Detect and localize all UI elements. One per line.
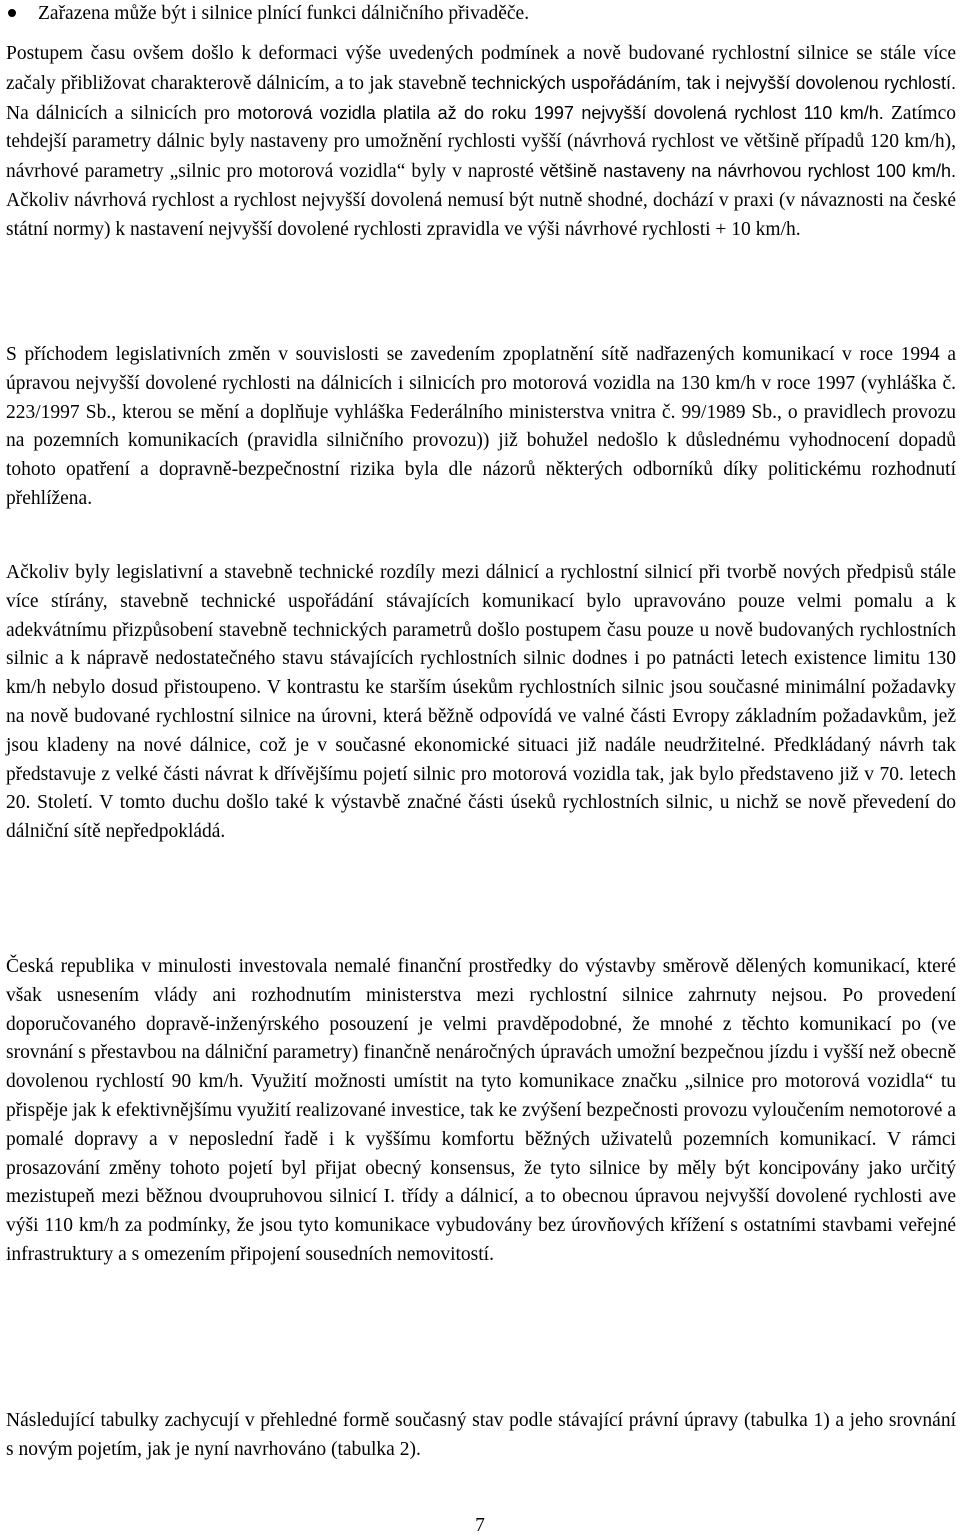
paragraph-1-segment: motorová vozidla platila až do roku 1997 nejvyšší dovolená rychlost 110 km/h. — [237, 102, 884, 123]
bullet-dot-icon — [8, 9, 16, 17]
paragraph-1-segment: Ačkoliv návrhová rychlost a rychlost nejvyšší dovolená nemusí být nutně shodné, dochází v praxi (v návaznosti na české státní normy) k nastavení nejvyšší dovolené rychlosti zpravidla ve výši návrhové rychlosti + 10 km/h. — [6, 189, 956, 240]
paragraph-4 — [6, 953, 956, 1270]
paragraph-1-segment: většině nastaveny na návrhovou rychlost 100 km/h. — [539, 161, 957, 182]
paragraph-5-text: Následující tabulky zachycují v přehledné formě současný stav podle stávající právní úpravy (tabulka 1) a jeho srovnání s novým pojetím, jak je nyní navrhováno (tabulka 2). — [6, 1410, 956, 1460]
bullet-item — [8, 0, 948, 28]
paragraph-5 — [6, 1407, 956, 1465]
paragraph-1-segment: technických uspořádáním, tak i nejvyšší dovolenou rychlostí. — [471, 72, 956, 93]
bullet-item-text: Zařazena může být i silnice plnící funkci dálničního přivaděče. — [38, 3, 530, 24]
paragraph-1-segment: Zatímco tehdejší parametry dálnic byly nastaveny pro umožnění rychlosti vyšší (návrhová rychlost ve většině případů 120 km/h), návrhové parametry „silnic pro motorová vozidla“ byly v naprosté — [6, 102, 956, 183]
paragraph-1-segment: Na dálnicích a silnicích pro — [6, 102, 238, 124]
paragraph-2-text: S příchodem legislativních změn v souvislosti se zavedením zpoplatnění sítě nadřazených komunikací v roce 1994 a úpravou nejvyšší dovolené rychlosti na dálnicích i silnicích pro motorová vozidla na 130 km/h v roce 1997 (vyhláška č. 223/1997 Sb., kterou se mění a doplňuje vyhláška Federálního ministerstva vnitra č. 99/1989 Sb., o pravidlech provozu na pozemních komunikacích (pravidla silničního provozu)) již bohužel nedošlo k důslednému vyhodnocení dopadů tohoto opatření a dopravně-bezpečnostní rizika byla dle názorů některých odborníků díky politickému rozhodnutí přehlížena. — [6, 344, 956, 509]
paragraph-2 — [6, 341, 956, 514]
paragraph-3 — [6, 559, 956, 847]
paragraph-4-text: Česká republika v minulosti investovala nemalé finanční prostředky do výstavby směrově dělených komunikací, které však usnesením vlády ani rozhodnutím ministerstva mezi rychlostní silnice zahrnuty nejsou. Po provedení doporučovaného dopravě-inženýrského posouzení je velmi pravděpodobné, že mnohé z těchto komunikací po (ve srovnání s přestavbou na dálniční parametry) finančně nenáročných úpravách umožní bezpečnou jízdu i vyšší než obecně dovolenou rychlostí 90 km/h. Využití možnosti umístit na tyto komunikace značku „silnice pro motorová vozidla“ tu přispěje jak k efektivnějšímu využití realizované investice, tak ke zvýšení bezpečnosti provozu vyloučením nemotorové a pomalé dopravy a v neposlední řadě i k vyššímu komfortu běžných uživatelů pozemních komunikací. V rámci prosazování změny tohoto pojetí byl přijat obecný konsensus, že tyto silnice by měly být koncipovány jako určitý mezistupeň mezi běžnou dvoupruhovou silnicí I. třídy a dálnicí, a to obecnou úpravou nejvyšší dovolené rychlosti ave výši 110 km/h za podmínky, že jsou tyto komunikace vybudovány bez úrovňových křížení s ostatními stavbami veřejné infrastruktury a s omezením připojení sousedních nemovitostí. — [6, 956, 956, 1265]
paragraph-1 — [6, 40, 956, 245]
paragraph-3-text: Ačkoliv byly legislativní a stavebně technické rozdíly mezi dálnicí a rychlostní silnicí při tvorbě nových předpisů stále více stírány, stavebně technické uspořádání stávajících komunikací bylo upravováno pouze velmi pomalu a k adekvátnímu přizpůsobení stavebně technických parametrů došlo postupem času pouze u nově budovaných rychlostních silnic a k nápravě nedostatečného stavu stávajících rychlostních silnic dodnes i po patnácti letech existence limitu 130 km/h nebylo dosud přistoupeno. V kontrastu ke starším úsekům rychlostních silnic jsou současné minimální požadavky na nově budované rychlostní silnice na úrovni, která běžně odpovídá ve valné části Evropy základním požadavkům, jež jsou kladeny na nové dálnice, což je v současné ekonomické situaci již nadále neudržitelné. Předkládaný návrh tak představuje z velké části návrat k dřívějšímu pojetí silnic pro motorová vozidla tak, jak bylo představeno již v 70. letech 20. Století. V tomto duchu došlo také k výstavbě značné části úseků rychlostních silnic, u nichž se nově převedení do dálniční sítě nepředpokládá. — [6, 562, 956, 843]
paragraph-1-segment: Postupem času ovšem došlo k deformaci výše uvedených podmínek a nově budované rychlostní silnice se stále více začaly přibližovat charakterově dálnicím, a to jak stavebně — [6, 43, 956, 94]
page-number: 7 — [475, 1515, 485, 1536]
